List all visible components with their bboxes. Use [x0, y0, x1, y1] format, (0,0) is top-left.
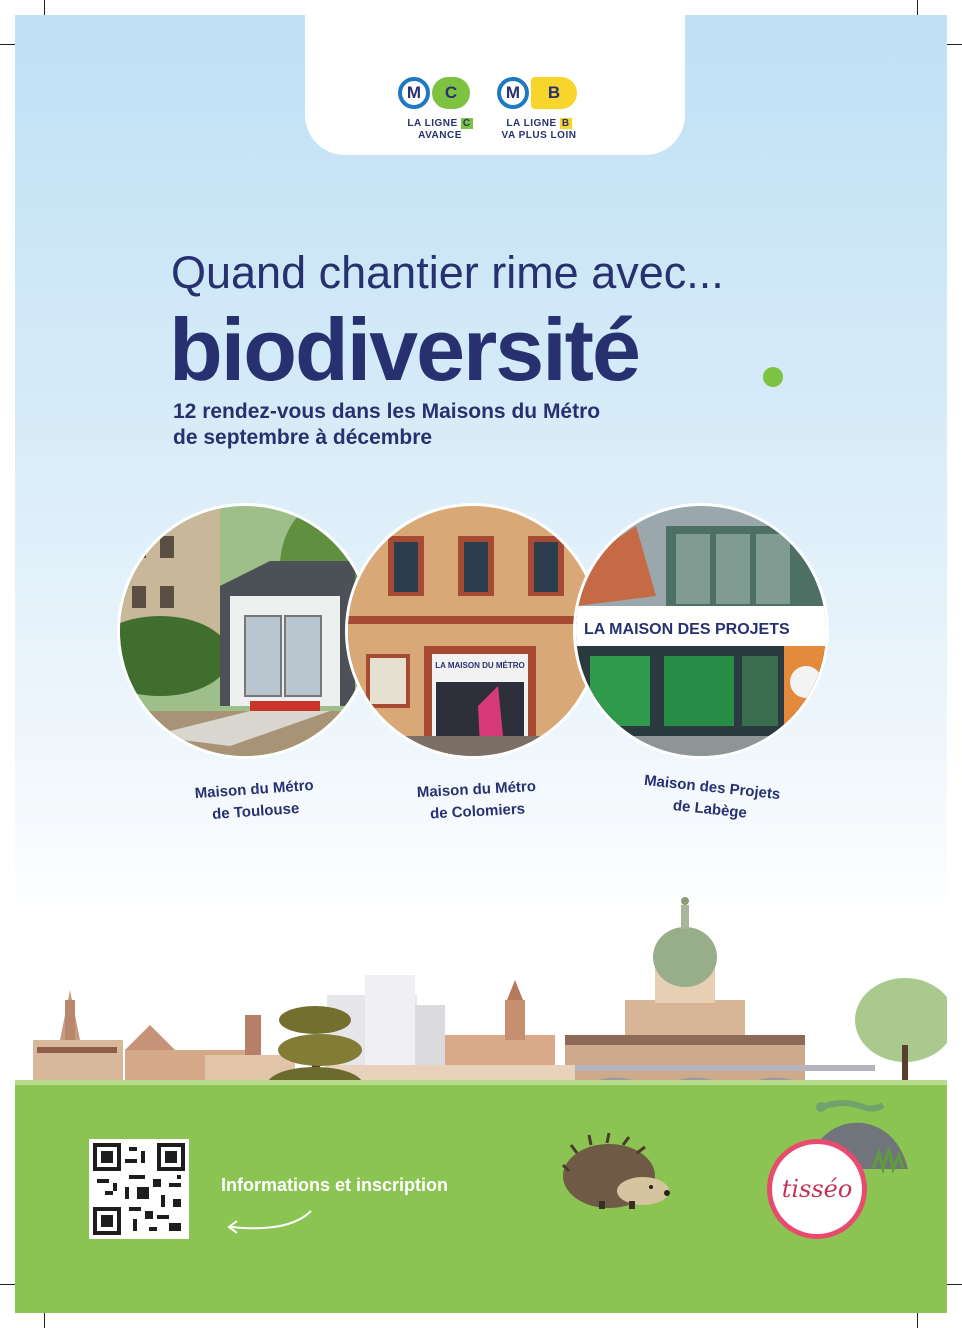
hedgehog-illustration: [559, 1131, 679, 1211]
label-labege: [621, 768, 801, 830]
tisseo-logo: tisséo: [767, 1139, 867, 1239]
line-b-caption: LA LIGNE B VA PLUS LOIN: [501, 118, 577, 141]
label-colomiers: [396, 775, 558, 827]
poster: [15, 15, 947, 1313]
label-toulouse: [174, 773, 337, 828]
metro-m-badge: M: [497, 77, 529, 109]
headline-line1: Quand chantier rime avec...: [171, 247, 724, 298]
metro-m-badge: M: [398, 77, 430, 109]
photo-colomiers: [345, 503, 601, 759]
subtitle-line1: 12 rendez-vous dans les Maisons du Métro: [173, 400, 601, 423]
label-line: Maison des Projets: [643, 771, 782, 804]
photo-toulouse: [117, 503, 373, 759]
subtitle: [173, 399, 600, 451]
line-c-caption: LA LIGNE C AVANCE: [407, 118, 471, 141]
line-b-logo: [497, 77, 581, 109]
label-line: de Colomiers: [429, 800, 526, 823]
arrow-icon: [219, 1207, 319, 1237]
label-line: Maison du Métro: [194, 776, 315, 803]
colomiers-sign-text: LA MAISON DU MÉTRO: [435, 661, 525, 670]
labege-sign-text: LA MAISON DES PROJETS: [584, 621, 790, 638]
label-line: de Toulouse: [211, 799, 300, 823]
green-dot: [763, 367, 783, 387]
info-inscription-label[interactable]: Informations et inscription: [221, 1175, 449, 1195]
qr-code[interactable]: [89, 1139, 189, 1239]
photo-labege: [573, 503, 829, 759]
label-line: Maison du Métro: [416, 777, 537, 802]
line-c-logo: [398, 77, 482, 109]
line-c-badge: C: [432, 77, 470, 109]
headline-biodiversite: biodiversité: [169, 300, 639, 399]
subtitle-line2: de septembre à décembre: [173, 426, 433, 449]
line-b-badge: B: [531, 77, 577, 109]
label-line: de Labège: [672, 797, 748, 822]
